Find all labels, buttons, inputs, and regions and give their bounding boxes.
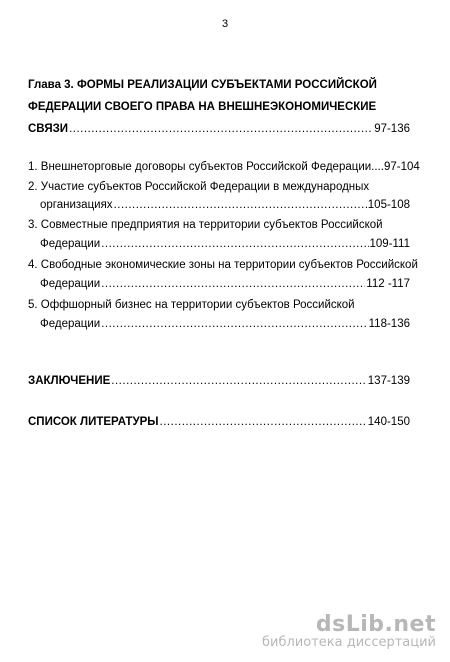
dot-leader xyxy=(69,122,373,136)
toc-item-5-pages: 118-136 xyxy=(368,318,410,330)
toc-conclusion-pages: 137-139 xyxy=(367,375,410,387)
toc-item-2-pages: 105-108 xyxy=(367,199,410,211)
toc-item-5-row xyxy=(40,317,410,331)
dot-leader xyxy=(101,237,368,251)
chapter-title-line-1: Глава 3. ФОРМЫ РЕАЛИЗАЦИИ СУБЪЕКТАМИ РОССИЙСКОЙ xyxy=(28,79,377,91)
watermark-logo: dsLib.net xyxy=(315,612,436,637)
toc-item-1: 1. Внешнеторговые договоры субъектов Российской Федерации....97-104 xyxy=(28,161,420,173)
watermark-subtitle: библиотека диссертаций xyxy=(262,635,436,650)
chapter-pages: 97-136 xyxy=(374,123,410,135)
chapter-title-line-2: ФЕДЕРАЦИИ СВОЕГО ПРАВА НА ВНЕШНЕЭКОНОМИЧЕСКИЕ xyxy=(28,101,377,113)
page-number: 3 xyxy=(221,18,229,30)
toc-item-3-line-1: 3. Совместные предприятия на территории субъектов Российской xyxy=(28,219,383,231)
toc-conclusion-row xyxy=(28,374,410,388)
toc-item-5-line-1: 5. Оффшорный бизнес на территории субъектов Российской xyxy=(28,299,355,311)
toc-bibliography-pages: 140-150 xyxy=(367,416,410,428)
toc-item-4-line-2: Федерации xyxy=(40,278,101,290)
dot-leader xyxy=(111,374,366,388)
chapter-title-row-3 xyxy=(28,122,410,136)
toc-item-4-row xyxy=(40,277,410,291)
chapter-title-line-3: СВЯЗИ xyxy=(28,123,69,135)
toc-item-5-line-2: Федерации xyxy=(40,318,101,330)
toc-item-4-pages: 112 -117 xyxy=(366,278,410,290)
toc-item-4-line-1: 4. Свободные экономические зоны на территории субъектов Российской xyxy=(28,259,418,271)
toc-item-3-pages: 109-111 xyxy=(369,238,410,250)
dot-leader xyxy=(101,277,365,291)
toc-item-2-row xyxy=(40,198,410,212)
dot-leader xyxy=(114,198,367,212)
dot-leader xyxy=(160,415,367,429)
watermark xyxy=(262,612,436,650)
toc-conclusion-label: ЗАКЛЮЧЕНИЕ xyxy=(28,375,111,387)
toc-item-3-line-2: Федерации xyxy=(40,238,101,250)
toc-item-2-line-1: 2. Участие субъектов Российской Федерации в международных xyxy=(28,181,370,193)
toc-bibliography-label: СПИСОК ЛИТЕРАТУРЫ xyxy=(28,416,159,428)
toc-item-3-row xyxy=(40,237,410,251)
toc-bibliography-row xyxy=(28,415,410,429)
dot-leader xyxy=(101,317,367,331)
toc-item-2-line-2: организациях xyxy=(40,199,113,211)
